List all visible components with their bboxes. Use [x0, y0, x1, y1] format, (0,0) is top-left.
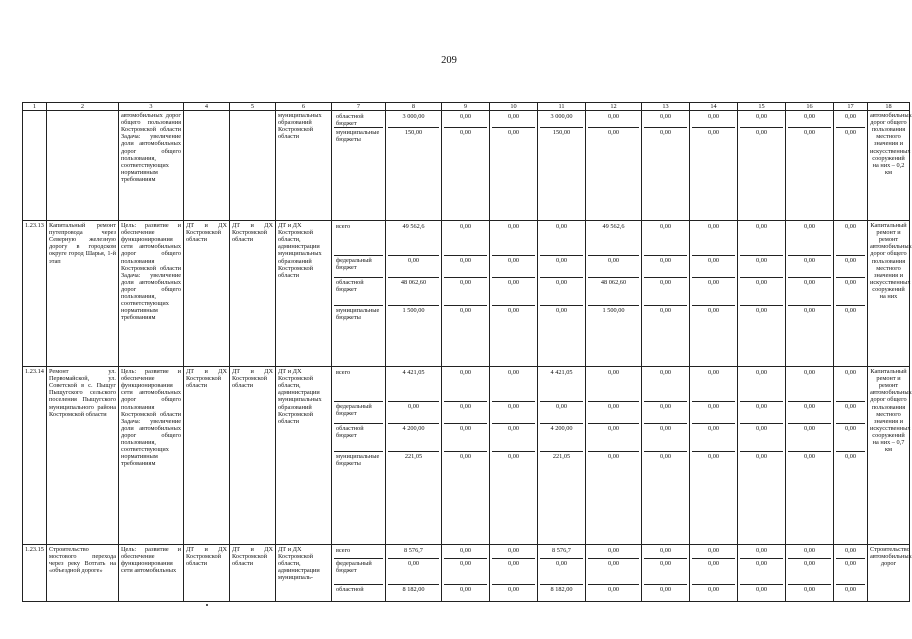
amount-value: 0,00: [692, 402, 735, 424]
amount-value: 0,00: [788, 278, 831, 306]
funding-source: областной: [336, 586, 364, 594]
expected-result: Капитальный ремонт и ремонт автомобильных дорог общего пользования местного значения и искусственных сооружений на них: [868, 221, 910, 367]
amount-value: 8 182,00: [402, 586, 425, 594]
amount-cell: [786, 545, 834, 602]
amount-value: 0,00: [507, 129, 520, 137]
funding-source: всего: [334, 222, 383, 256]
participants: ДТ и ДХ Костромской области, администрации муниципальных образований Костромской области: [276, 221, 332, 367]
amount-value: 0,00: [692, 112, 735, 128]
col-header: 7: [332, 103, 386, 111]
amount-value: 0,00: [444, 368, 487, 402]
amount-value: 8 182,00: [550, 586, 573, 594]
amount-value: 0,00: [659, 453, 672, 461]
amount-value: 0,00: [740, 256, 783, 278]
amount-value: 0,00: [644, 559, 687, 585]
amount-value: 0,00: [555, 307, 568, 315]
amount-value: 0,00: [692, 424, 735, 452]
amount-cell: [538, 545, 586, 602]
amount-cell: [738, 221, 786, 367]
program-table: [22, 102, 910, 602]
funding-source: федеральный бюджет: [334, 256, 383, 278]
participants: ДТ и ДХ Костромской области, администрации муниципаль-: [276, 545, 332, 602]
item-number: [23, 111, 47, 221]
table-row: [23, 545, 910, 602]
amount-cell: [386, 221, 442, 367]
funding-source: муниципальные бюджеты: [336, 307, 380, 322]
amount-value: 150,00: [552, 129, 571, 137]
amount-value: 4 421,05: [388, 368, 439, 402]
amount-value: 0,00: [707, 129, 720, 137]
amount-value: 0,00: [444, 256, 487, 278]
amount-value: 3 000,00: [388, 112, 439, 128]
amount-cell: [642, 221, 690, 367]
co-executor: ДТ и ДХ Костромской области: [230, 545, 276, 602]
amount-cell: [738, 111, 786, 221]
amount-value: 0,00: [588, 559, 639, 585]
amount-value: 0,00: [607, 453, 620, 461]
amount-value: 0,00: [644, 424, 687, 452]
responsible-executor: ДТ и ДХ Костромской области: [184, 221, 230, 367]
table-row: [23, 111, 910, 221]
amount-value: 0,00: [692, 559, 735, 585]
amount-cell: [834, 367, 868, 545]
amount-value: 0,00: [444, 112, 487, 128]
funding-source: областной бюджет: [334, 278, 383, 306]
amount-value: 0,00: [588, 256, 639, 278]
table-row: [23, 221, 910, 367]
amount-value: 0,00: [459, 586, 472, 594]
amount-value: 8 576,7: [540, 546, 583, 559]
amount-value: 0,00: [588, 424, 639, 452]
amount-value: 49 562,6: [588, 222, 639, 256]
funding-source: областной бюджет: [334, 112, 383, 128]
amount-value: 0,00: [644, 278, 687, 306]
amount-value: 0,00: [803, 307, 816, 315]
amount-value: 0,00: [836, 546, 865, 559]
amount-value: 4 200,00: [388, 424, 439, 452]
amount-value: 0,00: [659, 307, 672, 315]
amount-value: 0,00: [707, 586, 720, 594]
item-goal: автомобильных дорог общего пользования Костромской области Задача: увеличение доли автомобильных дорог общего пользования, соответствующих нормативным требованиям: [119, 111, 184, 221]
amount-cell: [442, 111, 490, 221]
amount-value: 0,00: [607, 586, 620, 594]
amount-value: 0,00: [836, 402, 865, 424]
amount-value: 221,05: [552, 453, 571, 461]
header-row: [23, 103, 910, 111]
responsible-executor: ДТ и ДХ Костромской области: [184, 367, 230, 545]
co-executor: ДТ и ДХ Костромской области: [230, 367, 276, 545]
amount-value: 0,00: [607, 129, 620, 137]
amount-value: 221,05: [404, 453, 423, 461]
amount-value: 0,00: [740, 278, 783, 306]
amount-value: 0,00: [492, 402, 535, 424]
amount-value: 8 576,7: [388, 546, 439, 559]
funding-source: муниципальные бюджеты: [336, 453, 380, 468]
amount-value: 0,00: [844, 307, 857, 315]
amount-value: 0,00: [444, 559, 487, 585]
col-header: 10: [490, 103, 538, 111]
amount-value: 0,00: [644, 368, 687, 402]
amount-value: 0,00: [507, 586, 520, 594]
amount-value: 0,00: [444, 222, 487, 256]
co-executor: ДТ и ДХ Костромской области: [230, 221, 276, 367]
col-header: 6: [276, 103, 332, 111]
amount-cell: [786, 367, 834, 545]
amount-value: 0,00: [540, 559, 583, 585]
amount-value: 0,00: [444, 278, 487, 306]
amount-value: 4 421,05: [540, 368, 583, 402]
amount-cell: [834, 221, 868, 367]
amount-value: 0,00: [492, 112, 535, 128]
amount-value: 0,00: [659, 129, 672, 137]
funding-source: всего: [334, 368, 383, 402]
participants: ДТ и ДХ Костромской области, администрации муниципальных образований Костромской области: [276, 367, 332, 545]
amount-cell: [386, 367, 442, 545]
amount-value: 0,00: [444, 424, 487, 452]
amount-value: 0,00: [507, 307, 520, 315]
amount-value: 0,00: [844, 453, 857, 461]
amount-cell: [586, 111, 642, 221]
amount-value: 0,00: [844, 586, 857, 594]
amount-value: 48 062,60: [388, 278, 439, 306]
amount-value: 0,00: [644, 256, 687, 278]
amount-cell: [690, 111, 738, 221]
col-header: 14: [690, 103, 738, 111]
item-name: Капитальный ремонт путепровода через Северную железную дорогу в городском округе город Шарья, 1-й этап: [47, 221, 119, 367]
expected-result: Капитальный ремонт и ремонт автомобильных дорог общего пользования местного значения и искусственных сооружений на них – 0,7 км: [868, 367, 910, 545]
col-header: 13: [642, 103, 690, 111]
item-name: Строительство мостового перехода через реку Вотгать на «объездной дороге»: [47, 545, 119, 602]
amount-value: 0,00: [644, 546, 687, 559]
amount-value: 0,00: [836, 278, 865, 306]
amount-value: 0,00: [692, 256, 735, 278]
amount-value: 0,00: [459, 453, 472, 461]
amount-value: 0,00: [588, 368, 639, 402]
amount-value: 0,00: [459, 129, 472, 137]
amount-value: 0,00: [492, 546, 535, 559]
co-executor: [230, 111, 276, 221]
amount-value: 0,00: [588, 112, 639, 128]
amount-value: 1 500,00: [602, 307, 625, 315]
amount-cell: [490, 221, 538, 367]
responsible-executor: ДТ и ДХ Костромской области: [184, 545, 230, 602]
amount-value: 0,00: [707, 307, 720, 315]
amount-value: 0,00: [588, 546, 639, 559]
amount-value: 0,00: [540, 256, 583, 278]
col-header: 5: [230, 103, 276, 111]
item-goal: Цель: развитие и обеспечение функционирования сети автомобильных: [119, 545, 184, 602]
amount-cell: [786, 111, 834, 221]
amount-cell: [442, 545, 490, 602]
amount-value: 0,00: [740, 112, 783, 128]
amount-value: 0,00: [740, 559, 783, 585]
col-header: 16: [786, 103, 834, 111]
amount-value: 0,00: [836, 256, 865, 278]
amount-value: 0,00: [740, 402, 783, 424]
amount-value: 0,00: [540, 222, 583, 256]
table-row: [23, 367, 910, 545]
responsible-executor: [184, 111, 230, 221]
amount-value: 0,00: [692, 278, 735, 306]
amount-cell: [490, 545, 538, 602]
funding-source: федеральный бюджет: [334, 559, 383, 585]
amount-cell: [738, 545, 786, 602]
amount-cell: [442, 221, 490, 367]
amount-value: 49 562,6: [388, 222, 439, 256]
amount-cell: [442, 367, 490, 545]
amount-value: 0,00: [788, 559, 831, 585]
amount-value: 0,00: [388, 256, 439, 278]
amount-cell: [538, 111, 586, 221]
amount-value: 0,00: [788, 256, 831, 278]
amount-value: 0,00: [788, 546, 831, 559]
amount-cell: [586, 367, 642, 545]
amount-value: 0,00: [788, 402, 831, 424]
amount-cell: [642, 111, 690, 221]
amount-cell: [738, 367, 786, 545]
amount-value: 0,00: [836, 559, 865, 585]
amount-cell: [690, 545, 738, 602]
amount-value: 0,00: [788, 368, 831, 402]
page-number: 209: [441, 55, 457, 66]
amount-value: 48 062,60: [588, 278, 639, 306]
amount-value: 0,00: [540, 402, 583, 424]
expected-result: автомобильных дорог общего пользования местного значения и искусственных сооружений на них – 0,2 км: [868, 111, 910, 221]
expected-result: Строительство автомобильных дорог: [868, 545, 910, 602]
amount-cell: [834, 545, 868, 602]
amount-cell: [386, 545, 442, 602]
amount-cell: [490, 367, 538, 545]
amount-cell: [538, 221, 586, 367]
amount-cell: [586, 221, 642, 367]
col-header: 12: [586, 103, 642, 111]
item-goal: Цель: развитие и обеспечение функционирования сети автомобильных дорог общего пользования Костромской области Задача: увеличение доли автомобильных дорог общего пользования, соответствующих нормативным требованиям: [119, 221, 184, 367]
item-goal: Цель: развитие и обеспечение функционирования сети автомобильных дорог общего пользования Костромской области Задача: увеличение доли автомобильных дорог общего пользования, соответствующих нормативным требованиям: [119, 367, 184, 545]
amount-value: 150,00: [404, 129, 423, 137]
amount-value: 0,00: [459, 307, 472, 315]
col-header: 11: [538, 103, 586, 111]
amount-value: 0,00: [492, 424, 535, 452]
amount-value: 0,00: [492, 256, 535, 278]
amount-cell: [690, 367, 738, 545]
amount-value: 0,00: [803, 586, 816, 594]
amount-value: 0,00: [755, 453, 768, 461]
amount-value: 1 500,00: [402, 307, 425, 315]
col-header: 2: [47, 103, 119, 111]
item-name: [47, 111, 119, 221]
amount-value: 0,00: [540, 278, 583, 306]
col-header: 9: [442, 103, 490, 111]
amount-cell: [586, 545, 642, 602]
col-header: 18: [868, 103, 910, 111]
amount-value: 0,00: [755, 129, 768, 137]
amount-value: 0,00: [755, 586, 768, 594]
funding-sources: [332, 111, 386, 221]
amount-value: 0,00: [444, 402, 487, 424]
amount-value: 0,00: [659, 586, 672, 594]
amount-cell: [386, 111, 442, 221]
col-header: 4: [184, 103, 230, 111]
amount-value: 0,00: [507, 453, 520, 461]
funding-source: муниципальные бюджеты: [336, 129, 380, 144]
amount-value: 0,00: [644, 112, 687, 128]
amount-value: 0,00: [692, 368, 735, 402]
col-header: 15: [738, 103, 786, 111]
amount-value: 0,00: [707, 453, 720, 461]
amount-value: 0,00: [492, 278, 535, 306]
item-number: 1.23.15: [23, 545, 47, 602]
amount-value: 0,00: [740, 368, 783, 402]
amount-value: 0,00: [588, 402, 639, 424]
amount-value: 0,00: [836, 424, 865, 452]
amount-value: 3 000,00: [540, 112, 583, 128]
amount-value: 0,00: [740, 546, 783, 559]
amount-value: 0,00: [740, 222, 783, 256]
funding-source: федеральный бюджет: [334, 402, 383, 424]
amount-value: 0,00: [692, 222, 735, 256]
amount-value: 0,00: [492, 368, 535, 402]
amount-cell: [834, 111, 868, 221]
col-header: 3: [119, 103, 184, 111]
funding-sources: [332, 367, 386, 545]
amount-value: 0,00: [788, 222, 831, 256]
funding-sources: [332, 221, 386, 367]
funding-source: областной бюджет: [334, 424, 383, 452]
amount-cell: [538, 367, 586, 545]
amount-value: 0,00: [644, 402, 687, 424]
item-number: 1.23.13: [23, 221, 47, 367]
amount-value: 0,00: [844, 129, 857, 137]
col-header: 17: [834, 103, 868, 111]
item-name: Ремонт ул. Первомайской, ул. Советской в с. Пыщуг Пыщугского сельского поселения Пыщугского муниципального района Костромской области: [47, 367, 119, 545]
amount-value: 0,00: [788, 424, 831, 452]
amount-cell: [690, 221, 738, 367]
amount-value: 0,00: [836, 112, 865, 128]
amount-value: 0,00: [388, 559, 439, 585]
amount-value: 0,00: [755, 307, 768, 315]
funding-source: всего: [334, 546, 383, 559]
amount-value: 0,00: [836, 222, 865, 256]
col-header: 8: [386, 103, 442, 111]
amount-value: 4 200,00: [540, 424, 583, 452]
col-header: 1: [23, 103, 47, 111]
amount-value: 0,00: [444, 546, 487, 559]
scan-speck: [206, 604, 208, 606]
amount-value: 0,00: [803, 453, 816, 461]
amount-value: 0,00: [388, 402, 439, 424]
participants: муниципальных образований Костромской области: [276, 111, 332, 221]
amount-value: 0,00: [836, 368, 865, 402]
amount-cell: [490, 111, 538, 221]
funding-sources: [332, 545, 386, 602]
amount-value: 0,00: [644, 222, 687, 256]
amount-value: 0,00: [740, 424, 783, 452]
amount-value: 0,00: [492, 222, 535, 256]
amount-value: 0,00: [692, 546, 735, 559]
item-number: 1.23.14: [23, 367, 47, 545]
amount-value: 0,00: [788, 112, 831, 128]
amount-value: 0,00: [803, 129, 816, 137]
amount-value: 0,00: [492, 559, 535, 585]
amount-cell: [642, 367, 690, 545]
amount-cell: [786, 221, 834, 367]
amount-cell: [642, 545, 690, 602]
